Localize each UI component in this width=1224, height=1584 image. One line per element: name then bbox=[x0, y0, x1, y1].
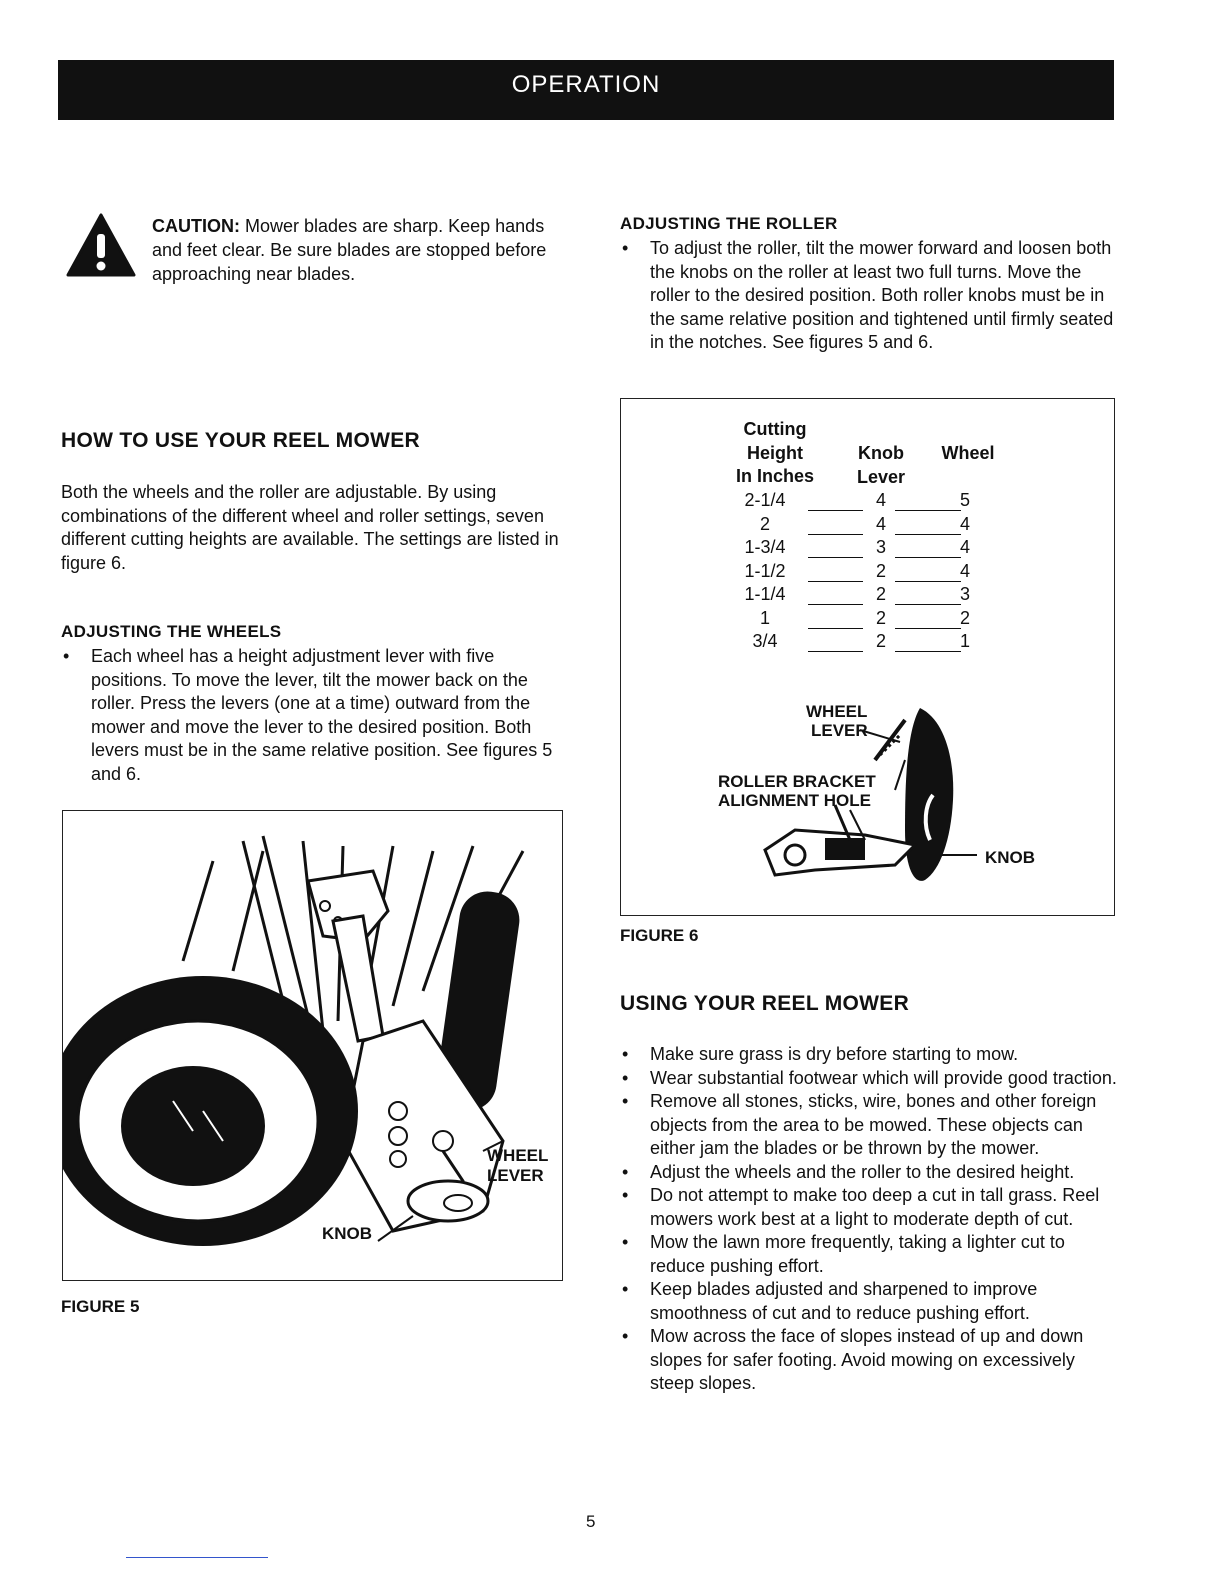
warning-icon bbox=[66, 212, 136, 278]
using-list bbox=[620, 1043, 1118, 1396]
table-row: 1-3/4 3 4 bbox=[744, 537, 971, 557]
list-item: • Mow the lawn more frequently, taking a lighter cut to reduce pushing effort. bbox=[620, 1231, 1118, 1278]
page-number: 5 bbox=[586, 1512, 596, 1531]
fig5-label-lever: LEVER bbox=[487, 1166, 544, 1185]
list-item: • Remove all stones, sticks, wire, bones and other foreign objects from the area to be mowed. These objects can either jam the blades or be thrown by the mower. bbox=[620, 1090, 1118, 1161]
page-title: OPERATION bbox=[511, 71, 661, 98]
mower-wheel-illustration bbox=[63, 811, 561, 1279]
adjusting-roller-list bbox=[620, 237, 1114, 355]
adjusting-roller-heading: ADJUSTING THE ROLLER bbox=[620, 214, 838, 233]
fig6-label-knob: KNOB bbox=[985, 848, 1036, 867]
fig6-label-wheel: WHEEL bbox=[806, 702, 868, 721]
using-heading: USING YOUR REEL MOWER bbox=[620, 992, 910, 1015]
fig6-label-alignment-hole: ALIGNMENT HOLE bbox=[718, 791, 871, 810]
list-item: • To adjust the roller, tilt the mower forward and loosen both the knobs on the roller at least two full turns. Move the roller to the desired position. Both roller knobs must be in the same relative position and tightened until firmly seated in the notches. See figures 5 and 6. bbox=[620, 237, 1114, 355]
how-to-use-heading: HOW TO USE YOUR REEL MOWER bbox=[61, 429, 420, 452]
list-item: • Make sure grass is dry before starting to mow. bbox=[620, 1043, 1118, 1067]
adjusting-wheels-heading: ADJUSTING THE WHEELS bbox=[61, 622, 282, 641]
list-item: • Adjust the wheels and the roller to the desired height. bbox=[620, 1161, 1118, 1185]
list-item: • Do not attempt to make too deep a cut in tall grass. Reel mowers work best at a light to moderate depth of cut. bbox=[620, 1184, 1118, 1231]
table-row: 2 4 4 bbox=[759, 513, 971, 534]
page-header bbox=[58, 60, 1114, 120]
settings-table bbox=[720, 489, 980, 654]
caution-label: CAUTION: bbox=[152, 216, 240, 236]
fig5-label-wheel: WHEEL bbox=[487, 1146, 549, 1165]
table-row: 2-1/4 4 5 bbox=[744, 490, 971, 510]
table-header-wheel: Wheel bbox=[941, 443, 995, 463]
table-row: 1 2 2 bbox=[759, 607, 971, 628]
list-item: • Each wheel has a height adjustment lever with five positions. To move the lever, tilt the mower back on the roller. Press the levers (one at a time) outward from the mower and move the lever to the desired position. Both levers must be in the same relative position. See figures 5 and 6. bbox=[61, 645, 553, 786]
list-item: • Wear substantial footwear which will provide good traction. bbox=[620, 1067, 1118, 1091]
fig6-label-roller-bracket: ROLLER BRACKET bbox=[718, 772, 876, 791]
caution-note bbox=[152, 214, 562, 286]
how-to-use-paragraph: Both the wheels and the roller are adjustable. By using combinations of the different wheel and roller settings, seven different cutting heights are available. The settings are listed in figure 6. bbox=[61, 482, 559, 573]
list-item: • Mow across the face of slopes instead of up and down slopes for safer footing. Avoid mowing on excessively steep slopes. bbox=[620, 1325, 1118, 1396]
figure-5 bbox=[62, 810, 563, 1281]
list-item: • Keep blades adjusted and sharpened to improve smoothness of cut and to reduce pushing effort. bbox=[620, 1278, 1118, 1325]
table-row: 3/4 2 1 bbox=[752, 631, 971, 651]
table-header-knob: Knob Lever bbox=[856, 443, 906, 487]
table-header-height: Cutting Height In Inches bbox=[735, 419, 815, 486]
table-row: 1-1/2 2 4 bbox=[744, 560, 971, 581]
adjusting-wheels-list bbox=[61, 645, 553, 786]
fig6-label-lever: LEVER bbox=[811, 721, 868, 740]
table-row: 1-1/4 2 3 bbox=[744, 584, 971, 604]
fig5-label-knob: KNOB bbox=[322, 1224, 373, 1243]
divider bbox=[126, 1557, 268, 1558]
caution-text: Mower blades are sharp. Keep hands and feet clear. Be sure blades are stopped before approaching near blades. bbox=[152, 216, 547, 284]
figure-6-caption: FIGURE 6 bbox=[620, 926, 699, 945]
figure-5-caption: FIGURE 5 bbox=[61, 1297, 140, 1316]
